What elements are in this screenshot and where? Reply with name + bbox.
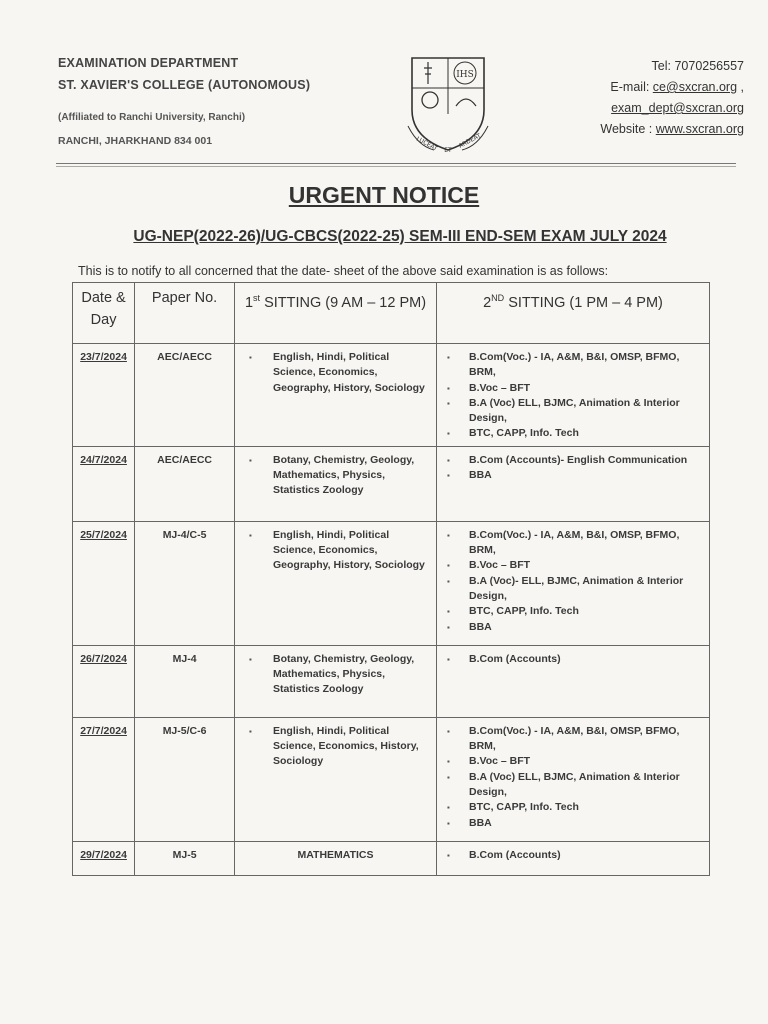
college-name: ST. XAVIER'S COLLEGE (AUTONOMOUS) bbox=[58, 78, 311, 92]
header-second-sitting: 2ND SITTING (1 PM – 4 PM) bbox=[436, 283, 709, 344]
telephone: Tel: 7070256557 bbox=[651, 59, 744, 73]
website-link[interactable]: www.sxcran.org bbox=[655, 122, 744, 136]
table-row bbox=[73, 717, 710, 841]
table-row bbox=[73, 841, 710, 875]
email-separator: , bbox=[737, 80, 744, 94]
table-row bbox=[73, 645, 710, 717]
course-item: ▪ B.Com (Accounts) bbox=[441, 848, 705, 863]
cell-date: 26/7/2024 bbox=[73, 645, 135, 717]
header-divider-secondary bbox=[56, 166, 736, 167]
email-link-exam-dept[interactable]: exam_dept@sxcran.org bbox=[611, 101, 744, 115]
cell-first-sitting bbox=[235, 717, 437, 841]
subject-item: ▪ English, Hindi, Political Science, Economics, Geography, History, Sociology bbox=[239, 350, 432, 396]
address: RANCHI, JHARKHAND 834 001 bbox=[58, 135, 213, 147]
subject-item: ▪ Botany, Chemistry, Geology, Mathematics, Physics, Statistics Zoology bbox=[239, 453, 432, 499]
notice-intro: This is to notify to all concerned that the date- sheet of the above said examination is as follows: bbox=[78, 264, 609, 278]
course-item: ▪ B.Com(Voc.) - IA, A&M, B&I, OMSP, BFMO, BRM, bbox=[441, 350, 705, 381]
exam-schedule-table bbox=[72, 282, 710, 876]
contact-block bbox=[494, 56, 744, 140]
table-row bbox=[73, 521, 710, 645]
email-link-ce[interactable]: ce@sxcran.org bbox=[652, 80, 738, 94]
email-line bbox=[494, 77, 744, 98]
logo-motto-right: ARDEAT bbox=[457, 132, 483, 150]
course-item: ▪ B.Voc – BFT bbox=[441, 381, 705, 396]
college-header bbox=[58, 56, 388, 147]
course-item: ▪ B.A (Voc)- ELL, BJMC, Animation & Interior Design, bbox=[441, 574, 705, 605]
cell-paper-no: MJ-5/C-6 bbox=[135, 717, 235, 841]
course-item: ▪ BTC, CAPP, Info. Tech bbox=[441, 426, 705, 441]
logo-motto-mid: ET bbox=[444, 147, 452, 154]
affiliation: (Affiliated to Ranchi University, Ranchi) bbox=[58, 112, 246, 123]
course-item: ▪ BBA bbox=[441, 468, 705, 483]
course-item: ▪ B.Com(Voc.) - IA, A&M, B&I, OMSP, BFMO, BRM, bbox=[441, 528, 705, 559]
cell-second-sitting bbox=[436, 645, 709, 717]
cell-date: 23/7/2024 bbox=[73, 344, 135, 447]
cell-date: 25/7/2024 bbox=[73, 521, 135, 645]
course-item: ▪ BBA bbox=[441, 816, 705, 831]
table-row bbox=[73, 344, 710, 447]
cell-paper-no: MJ-4 bbox=[135, 645, 235, 717]
cell-first-sitting bbox=[235, 344, 437, 447]
cell-date: 27/7/2024 bbox=[73, 717, 135, 841]
header-date-day: Date & Day bbox=[73, 283, 135, 344]
cell-paper-no: AEC/AECC bbox=[135, 446, 235, 521]
notice-title: URGENT NOTICE bbox=[288, 182, 480, 208]
cell-first-sitting bbox=[235, 521, 437, 645]
notice-subtitle: UG-NEP(2022-26)/UG-CBCS(2022-25) SEM-III END-SEM EXAM JULY 2024 bbox=[133, 228, 667, 245]
course-item: ▪ B.A (Voc) ELL, BJMC, Animation & Interior Design, bbox=[441, 396, 705, 427]
website-line bbox=[494, 119, 744, 140]
cell-second-sitting bbox=[436, 841, 709, 875]
subject-item: ▪ English, Hindi, Political Science, Economics, Geography, History, Sociology bbox=[239, 528, 432, 574]
website-label: Website : bbox=[600, 122, 656, 136]
logo-monogram: IHS bbox=[456, 70, 474, 80]
email-label: E-mail: bbox=[610, 80, 653, 94]
header-first-sitting: 1st SITTING (9 AM – 12 PM) bbox=[235, 283, 437, 344]
cell-date: 24/7/2024 bbox=[73, 446, 135, 521]
cell-second-sitting bbox=[436, 717, 709, 841]
cell-date: 29/7/2024 bbox=[73, 841, 135, 875]
header-paper-no: Paper No. bbox=[135, 283, 235, 344]
cell-second-sitting bbox=[436, 521, 709, 645]
course-item: ▪ B.A (Voc) ELL, BJMC, Animation & Interior Design, bbox=[441, 770, 705, 801]
table-header-row bbox=[73, 283, 710, 344]
table-row bbox=[73, 446, 710, 521]
course-item: ▪ B.Voc – BFT bbox=[441, 754, 705, 769]
course-item: ▪ B.Voc – BFT bbox=[441, 558, 705, 573]
cell-paper-no: MJ-5 bbox=[135, 841, 235, 875]
course-item: ▪ BTC, CAPP, Info. Tech bbox=[441, 800, 705, 815]
course-item: ▪ B.Com (Accounts)- English Communication bbox=[441, 453, 705, 468]
cell-first-sitting bbox=[235, 446, 437, 521]
course-item: ▪ BTC, CAPP, Info. Tech bbox=[441, 604, 705, 619]
cell-second-sitting bbox=[436, 446, 709, 521]
college-crest-logo bbox=[404, 54, 492, 154]
department-name: EXAMINATION DEPARTMENT bbox=[58, 56, 239, 70]
cell-first-sitting bbox=[235, 841, 437, 875]
subject-item: ▪ Botany, Chemistry, Geology, Mathematics, Physics, Statistics Zoology bbox=[239, 652, 432, 698]
cell-paper-no: MJ-4/C-5 bbox=[135, 521, 235, 645]
course-item: ▪ BBA bbox=[441, 620, 705, 635]
cell-second-sitting bbox=[436, 344, 709, 447]
subject-item: ▪ English, Hindi, Political Science, Economics, History, Sociology bbox=[239, 724, 432, 770]
cell-first-sitting bbox=[235, 645, 437, 717]
cell-paper-no: AEC/AECC bbox=[135, 344, 235, 447]
subject-item: MATHEMATICS bbox=[297, 848, 374, 861]
course-item: ▪ B.Com(Voc.) - IA, A&M, B&I, OMSP, BFMO, BRM, bbox=[441, 724, 705, 755]
course-item: ▪ B.Com (Accounts) bbox=[441, 652, 705, 667]
header-divider bbox=[56, 163, 736, 164]
logo-motto-left: LUCEAT bbox=[415, 135, 439, 153]
